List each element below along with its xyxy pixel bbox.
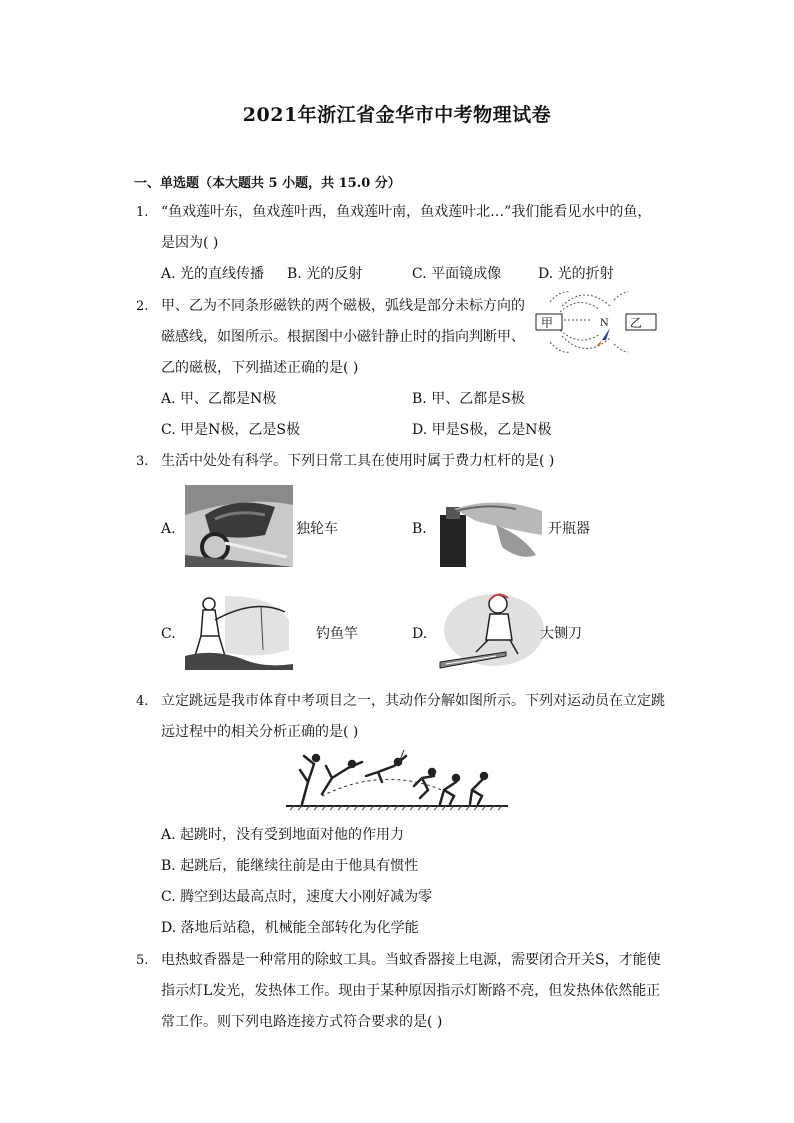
question-text: 是因为( ) [161,235,219,251]
option-a: A. 光的直线传播 [161,266,265,282]
magnet-left-label: 甲 [541,316,554,330]
question-text: 立定跳远是我市体育中考项目之一，其动作分解如图所示。下列对运动员在立定跳 [161,693,665,709]
question-text: 指示灯L发光，发热体工作。现由于某种原因指示灯断路不亮，但发热体依然能正 [161,983,661,999]
option-d-label: 大铡刀 [540,626,582,642]
question-text: 常工作。则下列电路连接方式符合要求的是( ) [161,1014,443,1030]
option-c-letter: C. [161,626,176,642]
wheelbarrow-photo [185,485,293,567]
fishing-rod-photo [185,590,293,670]
option-c: C. 腾空到达最高点时，速度大小刚好减为零 [161,889,433,905]
option-b: B. 起跳后，能继续往前是由于他具有惯性 [161,858,419,874]
option-d: D. 光的折射 [538,266,614,282]
question-text: 磁感线，如图所示。根据图中小磁针静止时的指向判断甲、 [161,329,525,345]
question-text: 甲、乙为不同条形磁铁的两个磁极，弧线是部分未标方向的 [161,298,525,314]
option-a: A. 甲、乙都是N极 [161,391,277,407]
option-d: D. 甲是S极，乙是N极 [412,422,552,438]
page-title: 2021年浙江省金华市中考物理试卷 [242,104,552,126]
option-b: B. 甲、乙都是S极 [412,391,525,407]
guillotine-cutter-photo [436,590,544,670]
needle-label: N [600,318,609,329]
option-d: D. 落地后站稳，机械能全部转化为化学能 [161,920,419,936]
option-c: C. 平面镜成像 [412,266,502,282]
question-number: 5. [136,953,149,968]
question-number: 1. [136,205,149,220]
option-c-label: 钓鱼竿 [316,626,358,642]
question-number: 4. [136,694,149,709]
section-heading: 一、单选题（本大题共 5 小题，共 15.0 分） [134,176,401,191]
question-number: 3. [136,454,149,469]
question-text: 远过程中的相关分析正确的是( ) [161,724,359,740]
bottle-opener-photo [436,485,544,567]
option-a: A. 起跳时，没有受到地面对他的作用力 [161,827,405,843]
magnet-right-label: 乙 [630,316,643,330]
question-text: 生活中处处有科学。下列日常工具在使用时属于费力杠杆的是( ) [161,453,555,469]
option-b-letter: B. [412,521,427,537]
option-b: B. 光的反射 [287,266,363,282]
option-a-letter: A. [161,521,176,537]
question-text: “鱼戏莲叶东，鱼戏莲叶西，鱼戏莲叶南，鱼戏莲叶北…”我们能看见水中的鱼， [161,204,652,220]
question-text: 电热蚊香器是一种常用的除蚊工具。当蚊香器接上电源，需要闭合开关S，才能使 [161,952,661,968]
option-c: C. 甲是N极，乙是S极 [161,422,300,438]
magnet-field-figure [530,290,660,356]
option-a-label: 独轮车 [296,521,338,537]
option-b-label: 开瓶器 [548,521,590,537]
option-d-letter: D. [412,626,428,642]
question-number: 2. [136,299,149,314]
question-text: 乙的磁极，下列描述正确的是( ) [161,360,359,376]
standing-long-jump-figure [282,746,512,812]
